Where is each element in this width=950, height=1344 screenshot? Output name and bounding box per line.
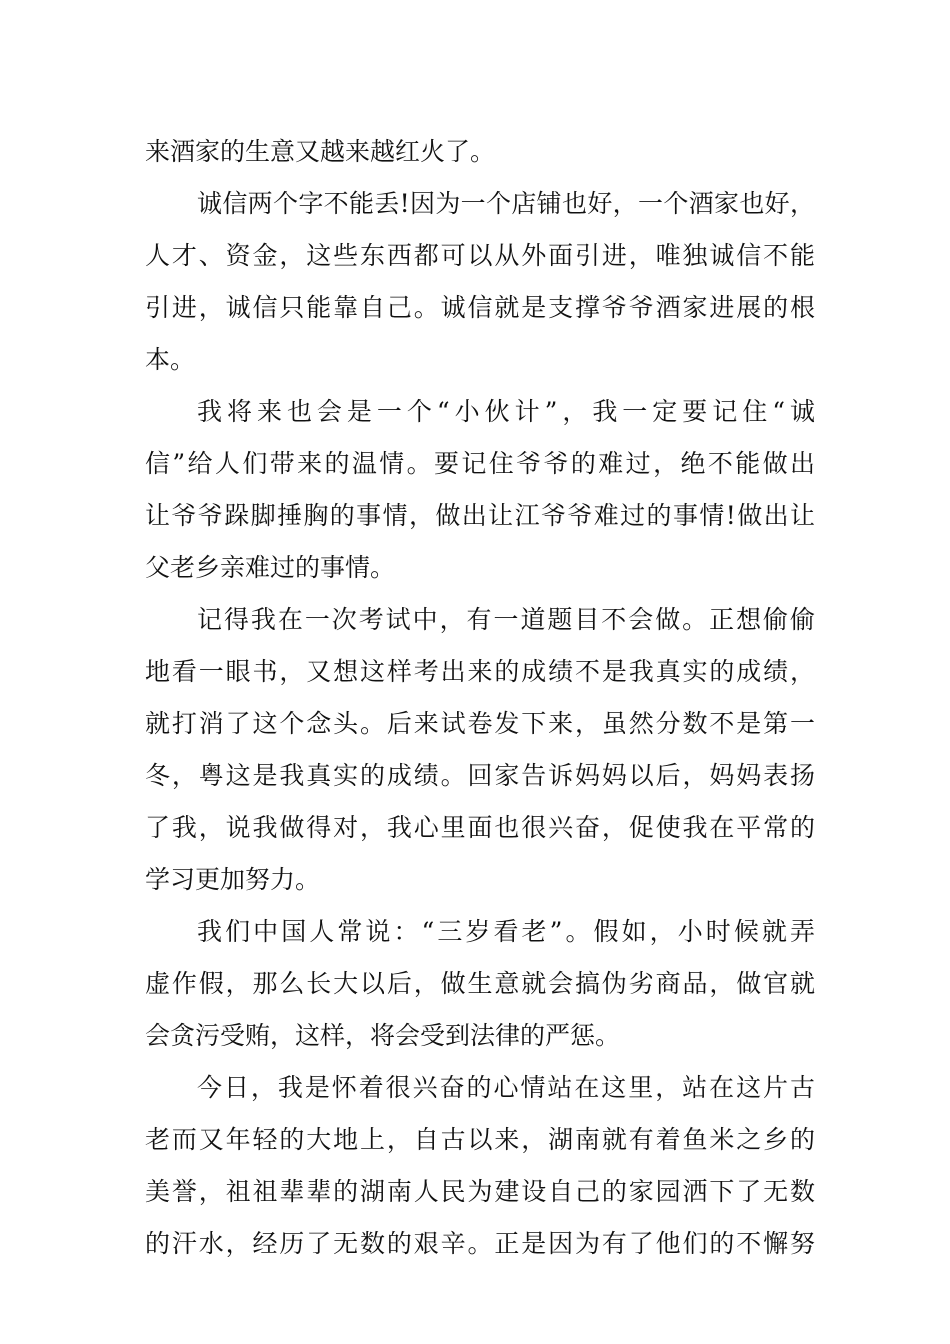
- text-line: 信”给人们带来的温情。要记住爷爷的难过，绝不能做出: [145, 449, 815, 478]
- text-line: 了我，说我做得对，我心里面也很兴奋，促使我在平常的: [145, 813, 815, 842]
- text-line: 老而又年轻的大地上，自古以来，湖南就有着鱼米之乡的: [145, 1125, 815, 1154]
- text-line: 虚作假，那么长大以后，做生意就会搞伪劣商品，做官就: [145, 969, 815, 998]
- text-line: 引进，诚信只能靠自己。诚信就是支撑爷爷酒家进展的根: [145, 293, 815, 322]
- text-line: 的汗水，经历了无数的艰辛。正是因为有了他们的不懈努: [145, 1229, 815, 1258]
- text-line: 人才、资金，这些东西都可以从外面引进，唯独诚信不能: [145, 241, 815, 270]
- text-line: 就打消了这个念头。后来试卷发下来，虽然分数不是第一: [145, 709, 815, 738]
- text-line: 今日，我是怀着很兴奋的心情站在这里，站在这片古: [197, 1073, 815, 1102]
- text-line: 美誉，祖祖辈辈的湖南人民为建设自己的家园洒下了无数: [145, 1177, 815, 1206]
- text-line: 我将来也会是一个“小伙计”，我一定要记住“诚: [197, 397, 815, 426]
- text-line: 冬，粤这是我真实的成绩。回家告诉妈妈以后，妈妈表扬: [145, 761, 815, 790]
- text-line: 本。: [145, 345, 196, 374]
- text-line: 让爷爷跺脚捶胸的事情，做出让江爷爷难过的事情!做出让: [145, 501, 815, 530]
- text-line: 地看一眼书，又想这样考出来的成绩不是我真实的成绩，: [145, 657, 815, 686]
- essay-body: [145, 126, 815, 1270]
- text-line: 来酒家的生意又越来越红火了。: [145, 137, 496, 166]
- text-line: 父老乡亲难过的事情。: [145, 553, 396, 582]
- text-line: 诚信两个字不能丢!因为一个店铺也好，一个酒家也好，: [197, 189, 815, 218]
- text-line: 我们中国人常说：“三岁看老”。假如，小时候就弄: [197, 917, 815, 946]
- text-line: 会贪污受贿，这样，将会受到法律的严惩。: [145, 1021, 621, 1050]
- text-line: 记得我在一次考试中，有一道题目不会做。正想偷偷: [197, 605, 815, 634]
- text-line: 学习更加努力。: [145, 865, 321, 894]
